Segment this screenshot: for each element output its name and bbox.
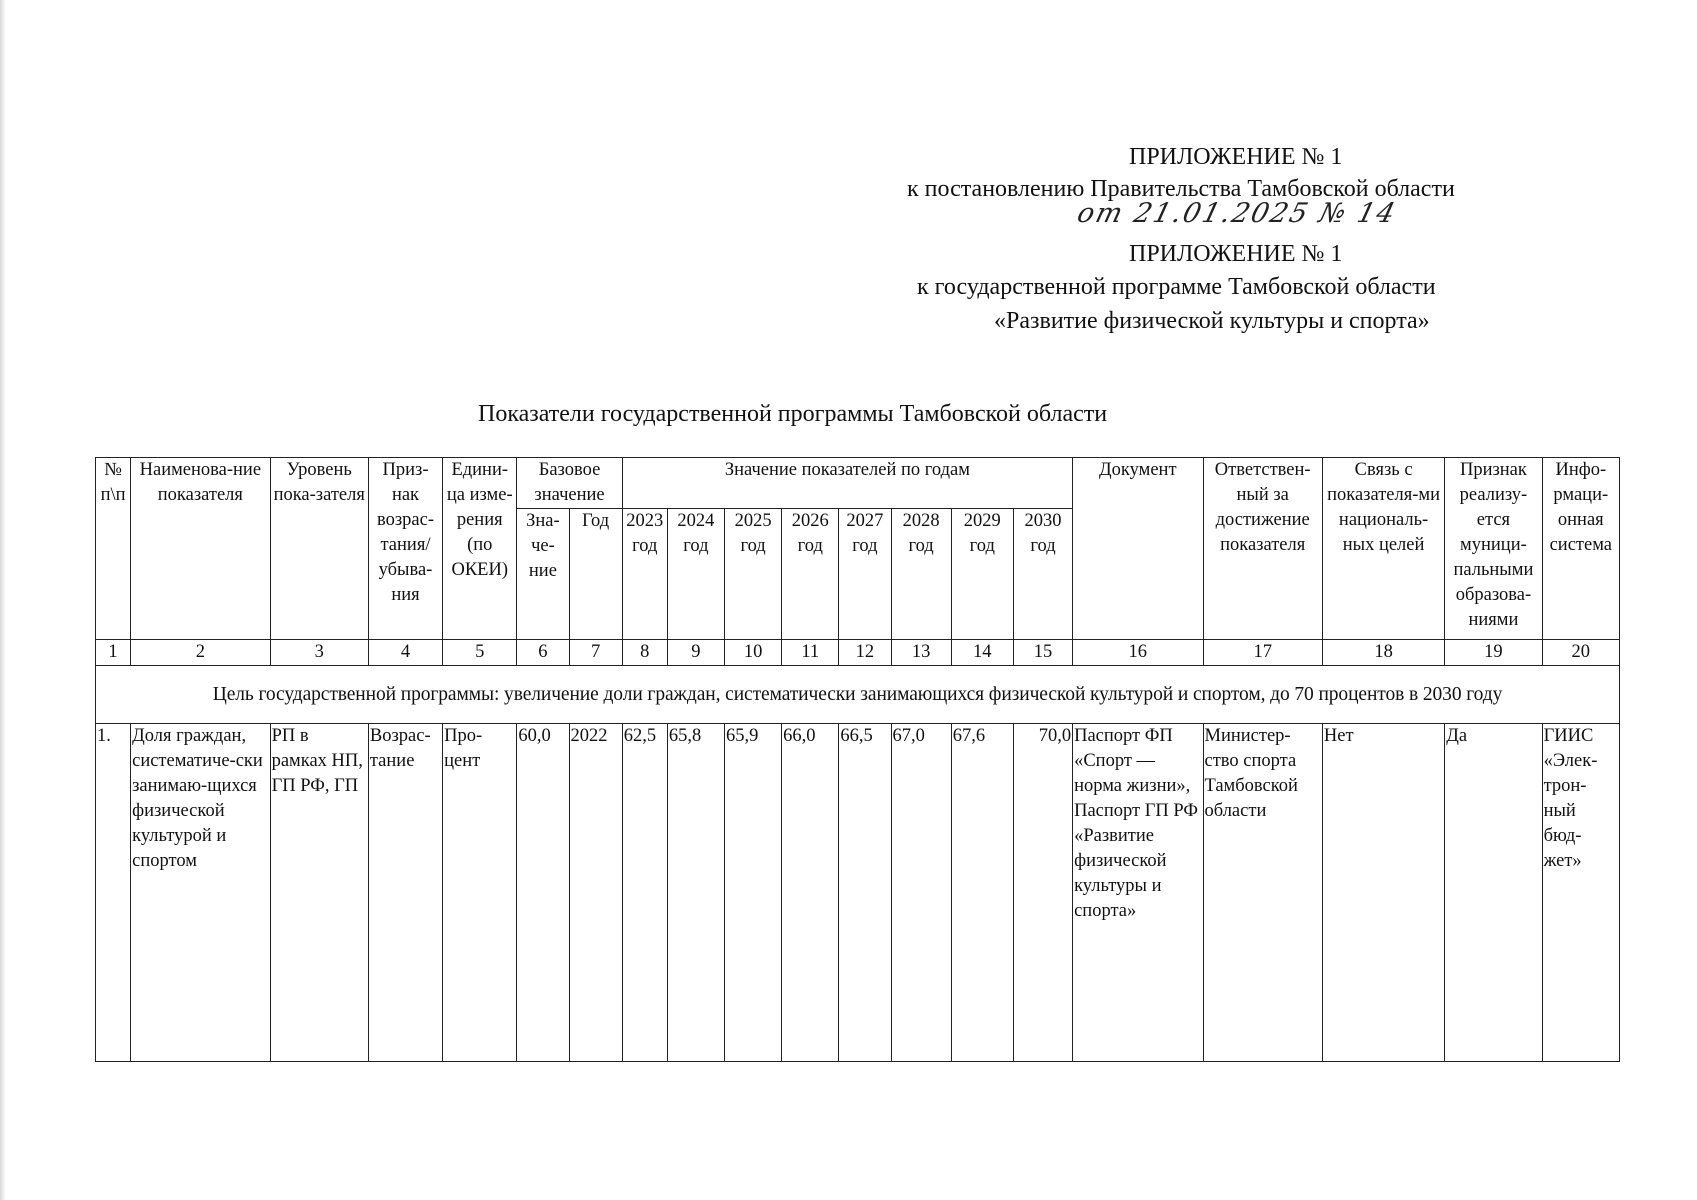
handwritten-date-number: от 21.01.2025 № 14 bbox=[1074, 198, 1400, 229]
row-num: 1. bbox=[96, 724, 131, 1062]
column-number: 11 bbox=[782, 640, 839, 666]
header-indicator-level: Уровень пока-зателя bbox=[270, 458, 368, 640]
header-responsible: Ответствен-ный за достижение показателя bbox=[1203, 458, 1322, 640]
header-year-2023: 2023 год bbox=[622, 509, 667, 640]
row-value-2025: 65,9 bbox=[725, 724, 782, 1062]
row-document: Паспорт ФП «Спорт — норма жизни», Паспорт ГП РФ «Развитие физической культуры и спорта» bbox=[1073, 724, 1203, 1062]
column-number: 16 bbox=[1073, 640, 1203, 666]
header-base-year: Год bbox=[569, 509, 622, 640]
row-value-2030: 70,0 bbox=[1013, 724, 1072, 1062]
header-year-2026: 2026 год bbox=[782, 509, 839, 640]
row-indicator-level: РП в рамках НП, ГП РФ, ГП bbox=[270, 724, 368, 1062]
header-municipal-sign: Признак реализу-ется муници-пальными образова-ниями bbox=[1445, 458, 1542, 640]
column-number: 19 bbox=[1445, 640, 1542, 666]
header-years-group: Значение показателей по годам bbox=[622, 458, 1072, 509]
scan-edge bbox=[0, 0, 6, 1200]
header-document: Документ bbox=[1073, 458, 1203, 640]
appendix-2-program-name: «Развитие физической культуры и спорта» bbox=[994, 308, 1430, 334]
appendix-1-title: ПРИЛОЖЕНИЕ № 1 bbox=[1129, 144, 1343, 170]
row-value-2023: 62,5 bbox=[622, 724, 667, 1062]
header-indicator-name: Наименова-ние показателя bbox=[131, 458, 270, 640]
column-number: 4 bbox=[368, 640, 442, 666]
row-base-year: 2022 bbox=[569, 724, 622, 1062]
header-year-2030: 2030 год bbox=[1013, 509, 1072, 640]
header-year-2025: 2025 год bbox=[725, 509, 782, 640]
table-row bbox=[96, 724, 1620, 1062]
header-base-group: Базовое значение bbox=[517, 458, 622, 509]
document-title: Показатели государственной программы Тамбовской области bbox=[478, 401, 1108, 427]
column-number: 17 bbox=[1203, 640, 1322, 666]
row-base-value: 60,0 bbox=[517, 724, 569, 1062]
row-value-2024: 65,8 bbox=[667, 724, 724, 1062]
row-value-2028: 67,0 bbox=[891, 724, 951, 1062]
indicators-table bbox=[95, 457, 1620, 1062]
row-value-2029: 67,6 bbox=[951, 724, 1013, 1062]
header-year-2029: 2029 год bbox=[951, 509, 1013, 640]
appendix-1-decree-line: к постановлению Правительства Тамбовской области bbox=[907, 176, 1455, 202]
header-national-goals-link: Связь с показателя-ми националь-ных целей bbox=[1322, 458, 1444, 640]
row-indicator-name: Доля граждан, систематиче-ски занимаю-щихся физической культурой и спортом bbox=[131, 724, 270, 1062]
column-number: 9 bbox=[667, 640, 724, 666]
row-unit: Про-цент bbox=[443, 724, 517, 1062]
row-value-2026: 66,0 bbox=[782, 724, 839, 1062]
column-number: 18 bbox=[1322, 640, 1444, 666]
column-number: 3 bbox=[270, 640, 368, 666]
header-year-2027: 2027 год bbox=[839, 509, 891, 640]
row-info-system: ГИИС «Элек-трон-ный бюд-жет» bbox=[1542, 724, 1619, 1062]
header-base-value: Зна-че-ние bbox=[517, 509, 569, 640]
header-unit: Едини-ца изме-рения (по ОКЕИ) bbox=[443, 458, 517, 640]
column-number: 6 bbox=[517, 640, 569, 666]
column-number: 2 bbox=[131, 640, 270, 666]
header-num: № п\п bbox=[96, 458, 131, 640]
row-responsible: Министер-ство спорта Тамбовской области bbox=[1203, 724, 1322, 1062]
column-number: 5 bbox=[443, 640, 517, 666]
column-number: 12 bbox=[839, 640, 891, 666]
column-number: 7 bbox=[569, 640, 622, 666]
appendix-2-title: ПРИЛОЖЕНИЕ № 1 bbox=[1129, 241, 1343, 267]
header-growth-sign: Приз-нак возрас-тания/ убыва-ния bbox=[368, 458, 442, 640]
header-year-2028: 2028 год bbox=[891, 509, 951, 640]
row-growth-sign: Возрас-тание bbox=[368, 724, 442, 1062]
column-number: 14 bbox=[951, 640, 1013, 666]
appendix-2-program-line: к государственной программе Тамбовской области bbox=[917, 274, 1436, 300]
column-number: 20 bbox=[1542, 640, 1619, 666]
column-number: 13 bbox=[891, 640, 951, 666]
column-number: 1 bbox=[96, 640, 131, 666]
row-value-2027: 66,5 bbox=[839, 724, 891, 1062]
column-number: 15 bbox=[1013, 640, 1072, 666]
column-number: 8 bbox=[622, 640, 667, 666]
row-national-goals-link: Нет bbox=[1322, 724, 1444, 1062]
header-year-2024: 2024 год bbox=[667, 509, 724, 640]
header-info-system: Инфо-рмаци-онная система bbox=[1542, 458, 1619, 640]
column-number: 10 bbox=[725, 640, 782, 666]
row-municipal-sign: Да bbox=[1445, 724, 1542, 1062]
program-goal: Цель государственной программы: увеличение доли граждан, систематически занимающихся физической культурой и спортом, до 70 процентов в 2030 году bbox=[96, 666, 1620, 724]
